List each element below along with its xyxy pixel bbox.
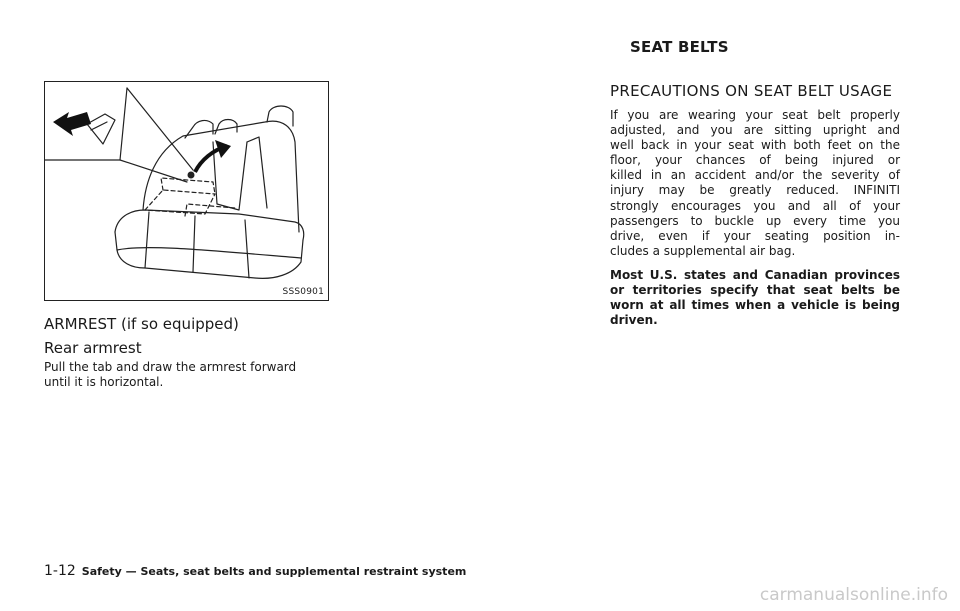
footer-chapter-text: Safety — Seats, seat belts and supplemental restraint system <box>81 565 467 578</box>
body-line: killed in an accident and/or the severity of <box>610 168 900 183</box>
precautions-paragraph <box>610 108 900 259</box>
body-line: well back in your seat with both feet on the <box>610 138 900 153</box>
page-number: 1-12 <box>44 563 76 579</box>
chapter-heading: SEAT BELTS <box>630 38 729 56</box>
page-footer <box>44 560 466 579</box>
precautions-title: PRECAUTIONS ON SEAT BELT USAGE <box>610 82 893 100</box>
figure-code: SSS0901 <box>282 287 324 297</box>
legal-note-paragraph <box>610 268 900 328</box>
body-line: cludes a supplemental air bag. <box>610 243 796 258</box>
body-line: driven. <box>610 313 658 328</box>
body-line: drive, even if your seating position in- <box>610 228 900 243</box>
body-line: floor, your chances of being injured or <box>610 153 900 168</box>
body-line: Pull the tab and draw the armrest forward <box>44 360 297 374</box>
rear-seat-armrest-illustration <box>45 82 330 302</box>
body-line: strongly encourages you and all of your <box>610 198 900 213</box>
armrest-instructions <box>44 360 334 390</box>
body-line: Most U.S. states and Canadian provinces <box>610 268 900 282</box>
watermark: carmanualsonline.info <box>759 585 948 605</box>
body-line: or territories specify that seat belts be <box>610 283 900 298</box>
body-line: passengers to buckle up every time you <box>610 213 900 228</box>
body-line: adjusted, and you are sitting upright and <box>610 123 900 138</box>
subsection-title: Rear armrest <box>44 339 142 357</box>
body-line: injury may be greatly reduced. INFINITI <box>610 183 900 198</box>
body-line: worn at all times when a vehicle is being <box>610 298 900 313</box>
body-line: until it is horizontal. <box>44 375 164 389</box>
section-title: ARMREST (if so equipped) <box>44 315 239 333</box>
rear-armrest-figure <box>44 81 329 301</box>
body-line: If you are wearing your seat belt properly <box>610 108 900 122</box>
